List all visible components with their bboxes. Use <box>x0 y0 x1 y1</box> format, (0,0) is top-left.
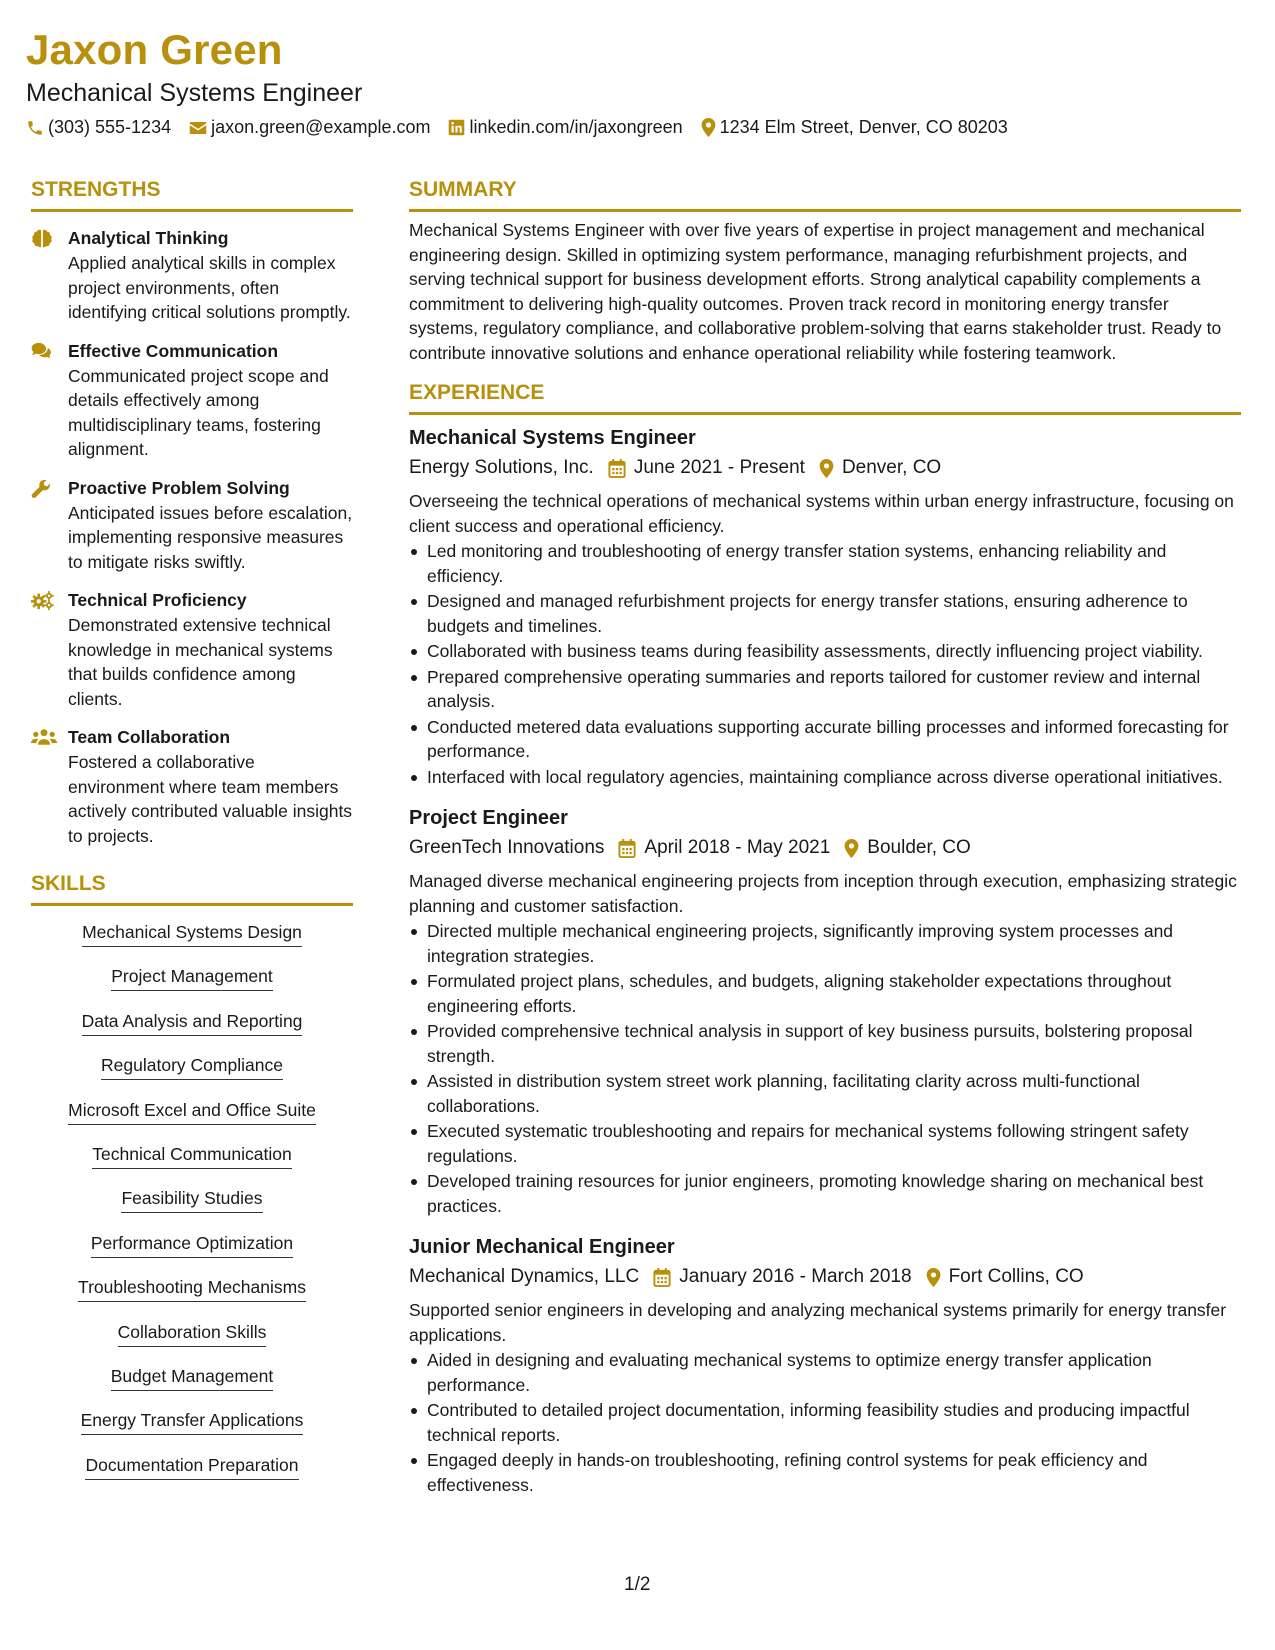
skill-item: Project Management <box>111 964 272 991</box>
job-dates-wrap <box>608 453 805 483</box>
map-pin-icon <box>926 1268 941 1287</box>
map-pin-icon <box>844 839 859 858</box>
contact-row <box>26 117 1026 138</box>
page-number: 1/2 <box>624 1574 651 1595</box>
calendar-icon <box>653 1268 671 1287</box>
bullet-item: Aided in designing and evaluating mechanical systems to optimize energy transfer application performance. <box>409 1348 1241 1397</box>
skill-item: Data Analysis and Reporting <box>82 1009 303 1036</box>
resume-header <box>26 24 1026 138</box>
skills-heading: SKILLS <box>31 870 353 906</box>
email-text[interactable]: jaxon.green@example.com <box>211 117 431 137</box>
strength-item <box>31 725 353 848</box>
map-pin-icon <box>701 118 716 137</box>
strengths-heading: STRENGTHS <box>31 176 353 212</box>
envelope-icon <box>189 120 207 136</box>
job-meta <box>409 833 1241 863</box>
candidate-name: Jaxon Green <box>26 26 283 73</box>
job-dates: June 2021 - Present <box>633 457 805 478</box>
bullet-item: Interfaced with local regulatory agencies, maintaining compliance across diverse operational initiatives. <box>409 765 1241 790</box>
calendar-icon <box>608 459 626 478</box>
job-description: Managed diverse mechanical engineering projects from inception through execution, emphasizing strategic planning and customer satisfaction. <box>409 871 1237 916</box>
skill-item: Technical Communication <box>92 1142 291 1169</box>
job-meta <box>409 453 1241 483</box>
right-column <box>409 176 1241 1497</box>
experience-heading: EXPERIENCE <box>409 379 1241 415</box>
skill-item: Feasibility Studies <box>121 1186 262 1213</box>
skill-item: Microsoft Excel and Office Suite <box>68 1098 316 1125</box>
job-title: Mechanical Systems Engineer <box>409 427 696 449</box>
strength-title: Analytical Thinking <box>68 228 229 248</box>
job-bullets <box>409 539 1241 789</box>
job-title: Project Engineer <box>409 807 568 829</box>
job-title: Junior Mechanical Engineer <box>409 1236 675 1258</box>
job-meta <box>409 1262 1241 1292</box>
chat-bubbles-icon <box>31 342 53 360</box>
job-bullets <box>409 919 1241 1218</box>
contact-linkedin[interactable] <box>448 117 682 138</box>
left-column <box>31 176 353 1497</box>
skill-item: Budget Management <box>111 1364 273 1391</box>
job-location: Fort Collins, CO <box>948 1266 1084 1287</box>
strength-item <box>31 226 353 325</box>
job-dates: April 2018 - May 2021 <box>644 837 831 858</box>
bullet-item: Contributed to detailed project documentation, informing feasibility studies and producing impactful technical reports. <box>409 1398 1241 1447</box>
job-company: Mechanical Dynamics, LLC <box>409 1266 640 1287</box>
linkedin-icon <box>448 119 465 136</box>
bullet-item: Prepared comprehensive operating summaries and reports tailored for customer review and internal analysis. <box>409 665 1241 714</box>
job-dates: January 2016 - March 2018 <box>679 1266 912 1287</box>
bullet-item: Engaged deeply in hands-on troubleshooting, refining control systems for peak efficiency and effectiveness. <box>409 1448 1241 1497</box>
strength-title: Effective Communication <box>68 340 279 361</box>
skills-list <box>31 920 353 1497</box>
bullet-item: Assisted in distribution system street work planning, facilitating clarity across multi-functional collaborations. <box>409 1069 1241 1118</box>
skill-item: Documentation Preparation <box>85 1453 298 1480</box>
strength-desc: Fostered a collaborative environment where team members actively contributed valuable insights to projects. <box>68 752 353 846</box>
phone-text: (303) 555-1234 <box>48 117 172 137</box>
bullet-item: Led monitoring and troubleshooting of energy transfer station systems, enhancing reliability and efficiency. <box>409 539 1241 588</box>
job-location: Boulder, CO <box>867 837 971 858</box>
phone-icon <box>26 119 44 137</box>
contact-phone <box>26 117 171 138</box>
strength-item <box>31 476 353 575</box>
skill-item: Energy Transfer Applications <box>81 1408 304 1435</box>
contact-address <box>701 117 1008 138</box>
job-entry <box>409 423 1241 789</box>
job-description: Supported senior engineers in developing and analyzing mechanical systems primarily for energy transfer applications. <box>409 1300 1227 1345</box>
linkedin-text[interactable]: linkedin.com/in/jaxongreen <box>469 117 683 137</box>
bullet-item: Executed systematic troubleshooting and repairs for mechanical systems following stringent safety regulations. <box>409 1119 1241 1168</box>
job-company: GreenTech Innovations <box>409 837 605 858</box>
job-description: Overseeing the technical operations of mechanical systems within urban energy infrastructure, focusing on client success and operational efficiency. <box>409 491 1234 536</box>
strength-item <box>31 339 353 462</box>
wrench-icon <box>31 479 51 499</box>
job-company: Energy Solutions, Inc. <box>409 457 594 478</box>
strength-desc: Demonstrated extensive technical knowledge in mechanical systems that builds confidence among clients. <box>68 615 333 709</box>
brain-icon <box>31 229 53 248</box>
bullet-item: Designed and managed refurbishment projects for energy transfer stations, ensuring adherence to budgets and timelines. <box>409 589 1241 638</box>
job-location: Denver, CO <box>841 457 942 478</box>
strength-title: Team Collaboration <box>68 727 231 747</box>
calendar-icon <box>618 839 636 858</box>
bullet-item: Developed training resources for junior engineers, promoting knowledge sharing on mechanical best practices. <box>409 1169 1241 1218</box>
skill-item: Regulatory Compliance <box>101 1053 283 1080</box>
candidate-title: Mechanical Systems Engineer <box>26 79 363 107</box>
contact-email[interactable] <box>189 117 430 138</box>
strength-item <box>31 588 353 711</box>
summary-text: Mechanical Systems Engineer with over five years of expertise in project management and mechanical engineering design. Skilled in optimizing system performance, managing refurbishment projects, and serving technical support for business development efforts. Strong analytical capability complements a commitment to delivering high-quality outcomes. Proven track record in monitoring energy transfer systems, regulatory compliance, and collaborative problem-solving that earns stakeholder trust. Ready to contribute innovative solutions and enhance operational reliability while fostering teamwork. <box>409 220 1222 363</box>
map-pin-icon <box>819 459 834 478</box>
strength-desc: Anticipated issues before escalation, implementing responsive measures to mitigate risks swiftly. <box>68 502 353 572</box>
job-bullets <box>409 1348 1241 1497</box>
skill-item: Troubleshooting Mechanisms <box>78 1275 306 1302</box>
bullet-item: Formulated project plans, schedules, and budgets, aligning stakeholder expectations throughout engineering efforts. <box>409 969 1241 1018</box>
strength-desc: Applied analytical skills in complex project environments, often identifying critical solutions promptly. <box>68 253 351 322</box>
skill-item: Collaboration Skills <box>118 1320 267 1347</box>
gears-icon <box>31 591 55 610</box>
strength-title: Proactive Problem Solving <box>68 477 290 498</box>
summary-heading: SUMMARY <box>409 176 1241 212</box>
skill-item: Performance Optimization <box>91 1231 293 1258</box>
job-dates-wrap <box>653 1262 911 1292</box>
bullet-item: Provided comprehensive technical analysis in support of key business pursuits, bolstering proposal strength. <box>409 1019 1241 1068</box>
job-entry <box>409 1232 1241 1497</box>
bullet-item: Conducted metered data evaluations supporting accurate billing processes and informed forecasting for performance. <box>409 715 1241 764</box>
skill-item: Mechanical Systems Design <box>82 920 302 947</box>
strength-desc: Communicated project scope and details effectively among multidisciplinary teams, fostering alignment. <box>68 365 329 459</box>
job-location-wrap <box>926 1262 1084 1292</box>
job-location-wrap <box>819 453 941 483</box>
bullet-item: Directed multiple mechanical engineering projects, significantly improving system processes and integration strategies. <box>409 919 1241 968</box>
job-location-wrap <box>844 833 971 863</box>
address-text: 1234 Elm Street, Denver, CO 80203 <box>719 117 1008 137</box>
users-icon <box>31 728 57 746</box>
job-dates-wrap <box>618 833 830 863</box>
job-entry <box>409 803 1241 1218</box>
bullet-item: Collaborated with business teams during feasibility assessments, directly influencing project viability. <box>409 639 1241 664</box>
strength-title: Technical Proficiency <box>68 590 247 610</box>
